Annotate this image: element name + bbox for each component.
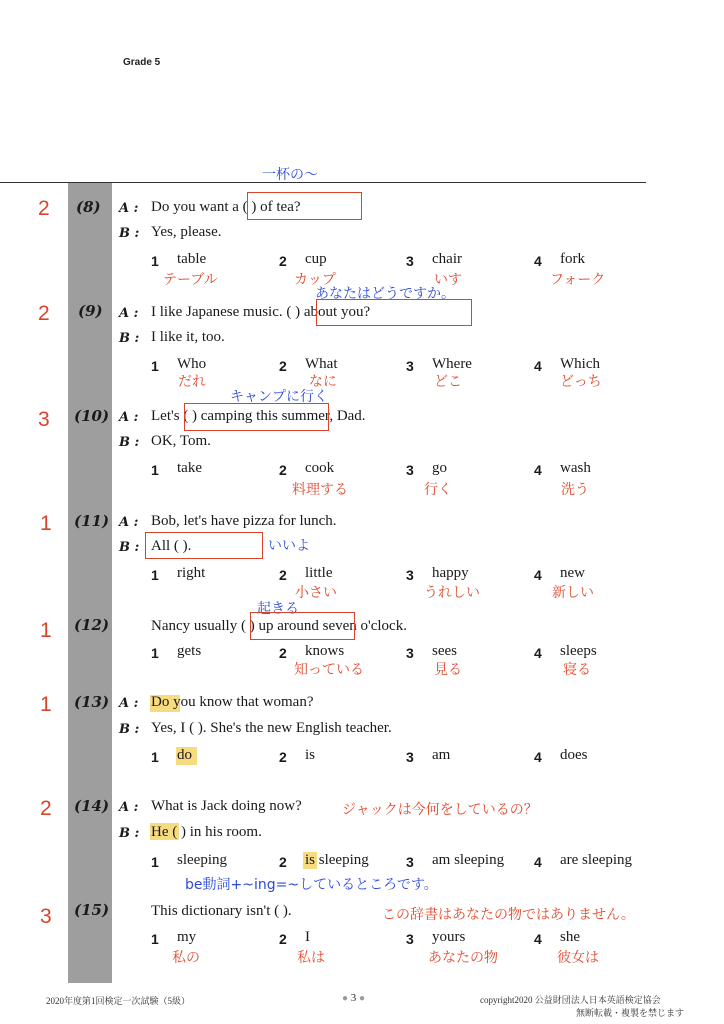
line-a-q10: Let's ( ) camping this summer, Dad. <box>151 408 366 424</box>
answer-box-q12 <box>250 612 355 640</box>
option-number-2-q9: 2 <box>279 358 287 374</box>
option-2-q15[interactable]: I <box>305 929 310 945</box>
answer-q12: 1 <box>40 619 52 642</box>
option-2-q10[interactable]: cook <box>305 460 335 476</box>
option-number-2-q15: 2 <box>279 931 287 947</box>
option-4-q11[interactable]: new <box>560 565 585 581</box>
line-b-q13: Yes, I ( ). She's the new English teacher. <box>151 720 392 736</box>
option-number-3-q8: 3 <box>406 253 414 269</box>
note-red-1-q8: テーブル <box>163 272 218 288</box>
line-b-q11: All ( ). <box>151 538 192 554</box>
line-b-q9: I like it, too. <box>151 329 225 345</box>
note-blue-q10: キャンプに行く <box>230 389 328 405</box>
option-1-q14[interactable]: sleeping <box>177 852 227 868</box>
note-red-4-q8: フォーク <box>550 272 606 288</box>
footer-copyright: copyright2020 公益財団法人日本英語検定協会 <box>480 995 661 1005</box>
option-number-1-q15: 1 <box>151 931 159 947</box>
option-number-1-q11: 1 <box>151 567 159 583</box>
option-number-4-q13: 4 <box>534 749 542 765</box>
line-q12: Nancy usually ( ) up around seven o'clock. <box>151 618 407 634</box>
option-number-2-q10: 2 <box>279 462 287 478</box>
option-1-q11[interactable]: right <box>177 565 206 581</box>
option-number-2-q11: 2 <box>279 567 287 583</box>
option-4-q13[interactable]: does <box>560 747 588 763</box>
note-blue-q9: あなたはどうですか。 <box>315 286 455 302</box>
speaker-a-q14: A : <box>119 800 139 815</box>
page-dot-left: ● <box>342 993 349 1004</box>
note-red-1-q9: だれ <box>178 374 206 390</box>
answer-q9: 2 <box>38 302 50 325</box>
option-3-q14[interactable]: am sleeping <box>432 852 505 868</box>
option-3-q12[interactable]: sees <box>432 643 457 659</box>
option-3-q13[interactable]: am <box>432 747 451 763</box>
grade-label: Grade 5 <box>123 57 161 68</box>
speaker-b-q9: B : <box>119 331 140 346</box>
answer-q13: 1 <box>40 693 52 716</box>
page-number-value: 3 <box>350 992 357 1004</box>
footer-exam-label: 2020年度第1回検定一次試験（5級） <box>46 996 191 1006</box>
line-a-q8: Do you want a ( ) of tea? <box>151 199 301 215</box>
page-number <box>342 992 365 1004</box>
option-4-q15[interactable]: she <box>560 929 580 945</box>
option-3-q9[interactable]: Where <box>432 356 472 372</box>
option-1-q15[interactable]: my <box>177 929 197 945</box>
option-1-q10[interactable]: take <box>177 460 202 476</box>
answer-box-q9 <box>316 299 472 326</box>
option-number-1-q8: 1 <box>151 253 159 269</box>
option-4-q10[interactable]: wash <box>560 460 591 476</box>
speaker-a-q13: A : <box>119 696 139 711</box>
speaker-a-q11: A : <box>119 515 139 530</box>
note-red-3-q12: 見る <box>434 662 462 678</box>
option-number-3-q14: 3 <box>406 854 414 870</box>
note-blue-q14: be動詞+~ing=~しているところです。 <box>185 877 438 893</box>
note-red-3-q8: いす <box>434 272 462 288</box>
answer-box-q11 <box>145 532 263 559</box>
note-blue-q12: 起きる <box>257 601 299 617</box>
note-blue-q11: いいよ <box>268 538 310 554</box>
option-number-2-q8: 2 <box>279 253 287 269</box>
option-number-3-q11: 3 <box>406 567 414 583</box>
option-1-q8[interactable]: table <box>177 251 207 267</box>
option-number-4-q12: 4 <box>534 645 542 661</box>
option-2-q14[interactable]: is sleeping <box>305 852 369 868</box>
note-red-3-q9: どこ <box>434 374 462 390</box>
answer-box-q10 <box>184 403 329 431</box>
speaker-a-q10: A : <box>119 410 139 425</box>
speaker-b-q13: B : <box>119 722 140 737</box>
option-2-q8[interactable]: cup <box>305 251 327 267</box>
answer-q15: 3 <box>40 905 52 928</box>
question-number-q15: (15) <box>74 901 110 919</box>
note-red-2-q8: カップ <box>294 272 336 288</box>
answer-box-q8 <box>247 192 362 220</box>
speaker-a-q8: A : <box>119 201 139 216</box>
question-number-q8: (8) <box>76 198 101 216</box>
note-red-4-q15: 彼女は <box>557 950 599 966</box>
speaker-b-q14: B : <box>119 826 140 841</box>
option-2-q9[interactable]: What <box>305 356 338 372</box>
note-red-2-q10: 料理する <box>292 482 348 498</box>
speaker-a-q9: A : <box>119 306 139 321</box>
option-1-q9[interactable]: Who <box>177 356 207 372</box>
option-1-q13[interactable]: do <box>177 747 192 763</box>
question-number-q10: (10) <box>74 407 110 425</box>
option-4-q9[interactable]: Which <box>560 356 600 372</box>
note-red-2-q15: 私は <box>297 950 325 966</box>
answer-q14: 2 <box>40 797 52 820</box>
note-red-sentence-q15: この辞書はあなたの物ではありません。 <box>382 907 635 923</box>
note-red-2-q12: 知っている <box>294 662 364 678</box>
option-2-q11[interactable]: little <box>305 565 333 581</box>
option-number-1-q9: 1 <box>151 358 159 374</box>
option-4-q12[interactable]: sleeps <box>560 643 597 659</box>
footer-notice: 無断転載・複製を禁じます <box>576 1008 685 1018</box>
option-number-4-q9: 4 <box>534 358 542 374</box>
option-number-3-q12: 3 <box>406 645 414 661</box>
answer-q11: 1 <box>40 512 52 535</box>
note-red-4-q11: 新しい <box>552 585 594 601</box>
option-1-q12[interactable]: gets <box>177 643 202 659</box>
line-b-q14: He ( ) in his room. <box>151 824 262 840</box>
option-4-q8[interactable]: fork <box>560 251 585 267</box>
speaker-b-q10: B : <box>119 435 140 450</box>
line-a-q9: I like Japanese music. ( ) about you? <box>151 304 371 320</box>
line-b-q10: OK, Tom. <box>151 433 211 449</box>
page-dot-right: ● <box>359 993 366 1004</box>
option-number-3-q9: 3 <box>406 358 414 374</box>
option-number-1-q13: 1 <box>151 749 159 765</box>
line-a-q13: Do you know that woman? <box>151 694 314 710</box>
option-number-4-q11: 4 <box>534 567 542 583</box>
note-red-3-q15: あなたの物 <box>428 950 498 966</box>
option-3-q8[interactable]: chair <box>432 251 462 267</box>
question-number-q12: (12) <box>74 616 110 634</box>
question-number-q11: (11) <box>74 512 110 530</box>
option-number-2-q12: 2 <box>279 645 287 661</box>
note-red-4-q12: 寝る <box>563 662 591 678</box>
option-number-1-q14: 1 <box>151 854 159 870</box>
answer-q8: 2 <box>38 197 50 220</box>
option-3-q10[interactable]: go <box>432 460 447 476</box>
note-red-3-q10: 行く <box>424 482 452 498</box>
line-a-q11: Bob, let's have pizza for lunch. <box>151 513 337 529</box>
option-number-1-q10: 1 <box>151 462 159 478</box>
line-q15: This dictionary isn't ( ). <box>151 903 292 919</box>
option-2-q13[interactable]: is <box>305 747 316 763</box>
option-number-3-q13: 3 <box>406 749 414 765</box>
line-b-q8: Yes, please. <box>151 224 222 240</box>
line-a-q14: What is Jack doing now? <box>151 798 302 814</box>
note-red-4-q10: 洗う <box>561 482 589 498</box>
option-number-4-q10: 4 <box>534 462 542 478</box>
speaker-b-q8: B : <box>119 226 140 241</box>
option-number-2-q13: 2 <box>279 749 287 765</box>
question-number-q13: (13) <box>74 693 110 711</box>
note-red-4-q9: どっち <box>560 374 602 390</box>
option-3-q11[interactable]: happy <box>432 565 469 581</box>
note-red-q14: ジャックは今何をしているの？ <box>342 802 538 818</box>
note-red-2-q11: 小さい <box>295 585 337 601</box>
note-red-1-q15: 私の <box>172 950 200 966</box>
option-number-4-q14: 4 <box>534 854 542 870</box>
option-number-1-q12: 1 <box>151 645 159 661</box>
option-number-2-q14: 2 <box>279 854 287 870</box>
option-3-q15[interactable]: yours <box>432 929 466 945</box>
option-number-3-q15: 3 <box>406 931 414 947</box>
option-number-4-q15: 4 <box>534 931 542 947</box>
speaker-b-q11: B : <box>119 540 140 555</box>
answer-q10: 3 <box>38 408 50 431</box>
question-number-q14: (14) <box>74 797 110 815</box>
option-number-3-q10: 3 <box>406 462 414 478</box>
option-2-q12[interactable]: knows <box>305 643 345 659</box>
note-red-3-q11: うれしい <box>424 585 480 601</box>
option-4-q14[interactable]: are sleeping <box>560 852 633 868</box>
question-number-q9: (9) <box>78 302 103 320</box>
option-number-4-q8: 4 <box>534 253 542 269</box>
note-red-2-q9: なに <box>309 374 337 390</box>
note-blue-q8: 一杯の～ <box>262 167 318 183</box>
